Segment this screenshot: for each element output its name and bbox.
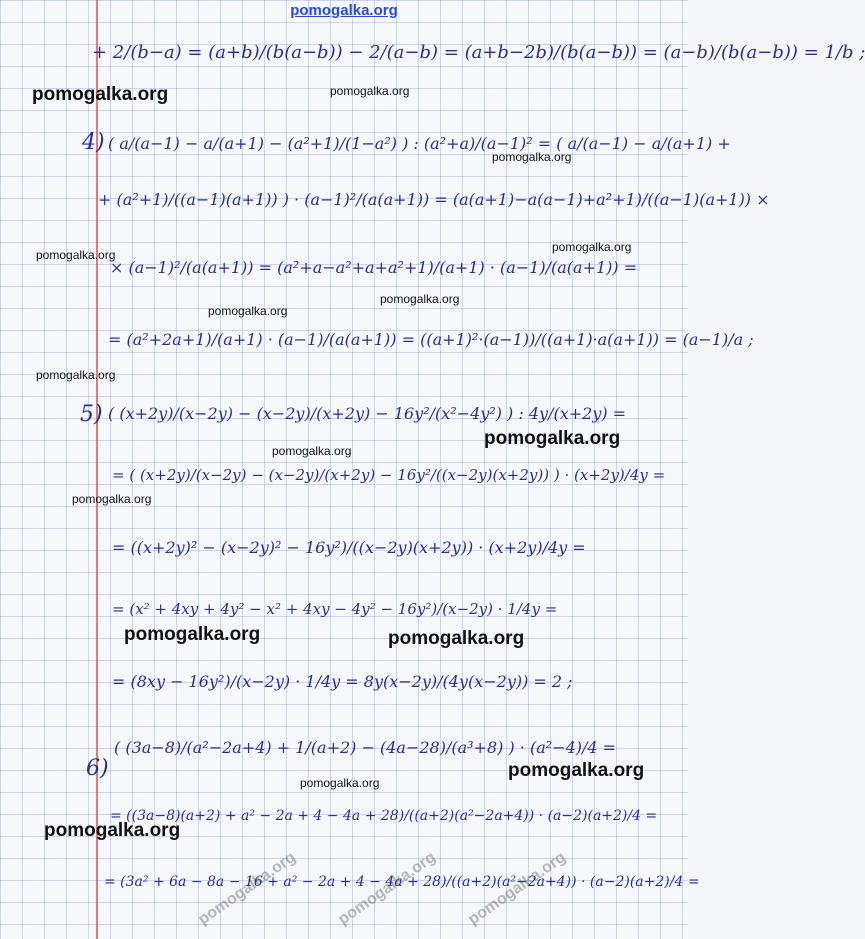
watermark: pomogalka.org — [36, 248, 116, 262]
watermark: pomogalka.org — [44, 820, 181, 841]
solution-line-2: ( a/(a−1) − a/(a+1) − (a²+1)/(1−a²) ) : (a²+a)/(a−1)² = ( a/(a−1) − a/(a+1) + — [108, 134, 731, 153]
solution-line-3: + (a²+1)/((a−1)(a+1)) ) · (a−1)²/(a(a+1)) = (a(a+1)−a(a−1)+a²+1)/((a−1)(a+1)) × — [98, 190, 770, 209]
watermark: pomogalka.org — [36, 368, 116, 382]
watermark: pomogalka.org — [32, 84, 169, 105]
problem-4-label: 4) — [82, 130, 105, 155]
watermark: pomogalka.org — [72, 492, 152, 506]
diagonal-watermark: pomogalka.org — [465, 848, 569, 929]
watermark: pomogalka.org — [208, 304, 288, 318]
solution-line-11: ( (3a−8)/(a²−2a+4) + 1/(a+2) − (4a−28)/(a³+8) ) · (a²−4)/4 = — [114, 738, 617, 757]
watermark: pomogalka.org — [492, 150, 572, 164]
watermark: pomogalka.org — [508, 760, 645, 781]
watermark: pomogalka.org — [330, 84, 410, 98]
solution-line-13: = (3a² + 6a − 8a − 16 + a² − 2a + 4 − 4a + 28)/((a+2)(a²−2a+4)) · (a−2)(a+2)/4 = — [104, 874, 700, 890]
solution-line-8: = ((x+2y)² − (x−2y)² − 16y²)/((x−2y)(x+2y)) · (x+2y)/4y = — [112, 538, 586, 557]
solution-line-12: = ((3a−8)(a+2) + a² − 2a + 4 − 4a + 28)/((a+2)(a²−2a+4)) · (a−2)(a+2)/4 = — [110, 808, 658, 824]
solution-line-5: = (a²+2a+1)/(a+1) · (a−1)/(a(a+1)) = ((a+1)²·(a−1))/((a+1)·a(a+1)) = (a−1)/a ; — [108, 330, 754, 349]
watermark: pomogalka.org — [380, 292, 460, 306]
solution-line-6: ( (x+2y)/(x−2y) − (x−2y)/(x+2y) − 16y²/(x²−4y²) ) : 4y/(x+2y) = — [108, 404, 627, 423]
watermark: pomogalka.org — [552, 240, 632, 254]
watermark: pomogalka.org — [300, 776, 380, 790]
watermark: pomogalka.org — [272, 444, 352, 458]
solution-line-10: = (8xy − 16y²)/(x−2y) · 1/4y = 8y(x−2y)/(4y(x−2y)) = 2 ; — [112, 672, 573, 691]
solution-line-7: = ( (x+2y)/(x−2y) − (x−2y)/(x+2y) − 16y²/((x−2y)(x+2y)) ) · (x+2y)/4y = — [112, 466, 666, 484]
solution-line-1: + 2/(b−a) = (a+b)/(b(a−b)) − 2/(a−b) = (a+b−2b)/(b(a−b)) = (a−b)/(b(a−b)) = 1/b ; — [92, 42, 865, 63]
diagonal-watermark: pomogalka.org — [195, 848, 299, 929]
solution-line-9: = (x² + 4xy + 4y² − x² + 4xy − 4y² − 16y²)/(x−2y) · 1/4y = — [112, 600, 558, 618]
solution-line-4: × (a−1)²/(a(a+1)) = (a²+a−a²+a+a²+1)/(a+1) · (a−1)/(a(a+1)) = — [110, 258, 638, 277]
watermark: pomogalka.org — [484, 428, 621, 449]
watermark: pomogalka.org — [124, 624, 261, 645]
watermark: pomogalka.org — [388, 628, 525, 649]
site-link[interactable]: pomogalka.org — [290, 2, 398, 19]
problem-5-label: 5) — [80, 402, 103, 427]
diagonal-watermark: pomogalka.org — [335, 848, 439, 929]
problem-6-label: 6) — [86, 756, 109, 781]
